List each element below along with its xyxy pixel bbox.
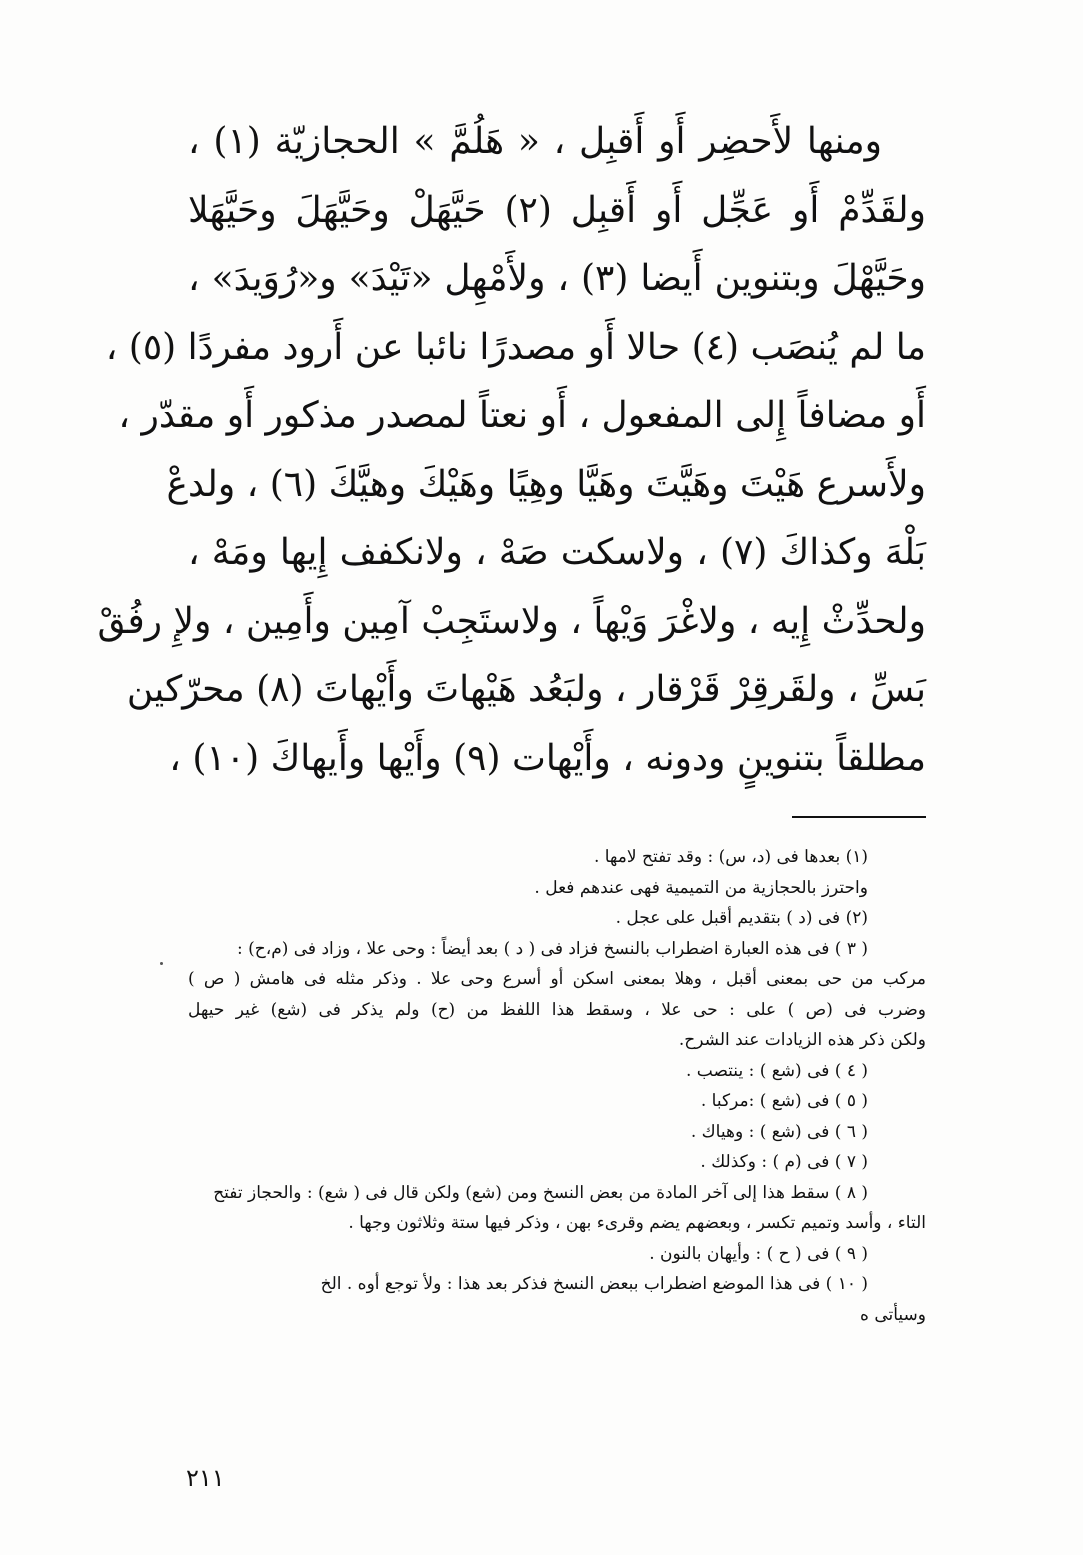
footnote-line: ( ٩ ) فى ( ح ) : وأيهان بالنون . <box>649 1243 868 1264</box>
footnotes-block <box>188 842 926 1330</box>
footnote-line: وسيأتى ه <box>860 1304 926 1325</box>
main-text-line: وحَيَّهْلَ وبتنوين أَيضا (٣) ، ولأَمْهِل «تَيْدَ» و«رُوَيدَ» ، <box>188 258 926 299</box>
main-text-line: بَلْهَ وكذاكَ (٧) ، ولاسكت صَهْ ، ولانكفف إِيها ومَهْ ، <box>188 532 926 573</box>
main-text-line: ومنها لأَحضِر أَو أَقبِل ، « هَلُمَّ » الحجازيّة (١) ، <box>188 121 883 162</box>
footnote-line: ( ٧ ) فى (م ) : وكذلك . <box>700 1152 868 1172</box>
footnote-line: ولكن ذكر هذه الزيادات عند الشرح. <box>678 1030 926 1050</box>
footnote-line: واحترز بالحجازية من التميمية فهى عندهم فعل . <box>534 877 868 898</box>
footnote-line: (٢) فى (د ) بتقديم أقبل على عجل . <box>615 908 868 928</box>
footnote-separator <box>792 816 926 818</box>
main-text-line: ما لم يُنصَب (٤) حالا أَو مصدرًا نائبا عن أَرود مفردًا (٥) ، <box>105 326 926 368</box>
footnote-line: وضرب فى (ص ) على : حى علا ، وسقط هذا اللفظ من (ح) ولم يذكر فى (شع) غير حيهل <box>188 999 926 1020</box>
footnote-line: ( ١٠ ) فى هذا الموضع اضطراب ببعض النسخ فذكر بعد هذا : ولأ توجع أوه . الخ <box>320 1274 868 1294</box>
main-text-line: ولحدِّثْ إِيه ، ولاغْرَ وَيْهاً ، ولاستَجِبْ آمِين وأَمِين ، ولإِ رفُقْ <box>97 600 926 642</box>
footnote-line: ( ٣ ) فى هذه العبارة اضطراب بالنسخ فزاد فى ( د ) بعد أيضاً : وحى علا ، وزاد فى (م،ح) : <box>236 938 868 959</box>
main-text-line: ولقَدِّمْ أَو عَجِّل أَو أَقبِل (٢) حَيَّهَلْ وحَيَّهَلَ وحَيَّهَلا <box>188 189 926 231</box>
main-text-line: أَو مضافاً إِلى المفعول ، أَو نعتاً لمصدر مذكور أَو مقدّر ، <box>118 395 926 436</box>
main-text-line: ولأَسرع هَيْتَ وهَيَّتَ وهَيَّا وهِيًا وهَيْكَ وهيَّكَ (٦) ، ولدعْ <box>166 463 926 505</box>
main-text-block <box>97 108 926 793</box>
footnote-line: ( ٨ ) سقط هذا إلى آخر المادة من بعض النسخ ومن (شع) ولكن قال فى ( شع) : والحجاز تفتح <box>213 1182 868 1203</box>
footnote-line: مركب من حى بمعنى أقبل ، وهلا بمعنى اسكن أو أسرع وحى علا . وذكر مثله فى هامش ( ص ) <box>188 969 926 989</box>
footnote-line: ( ٥ ) فى (شع ) :مركبا . <box>700 1091 868 1111</box>
footnote-line: (١) بعدها فى (د، س) : وقد تفتح لامها . <box>593 847 868 867</box>
footnote-line: ( ٤ ) فى (شع ) : ينتصب . <box>685 1060 868 1081</box>
margin-mark <box>160 962 163 965</box>
main-text-line: بَسِّ ، ولقَرقِرْ قَرْقار ، ولبَعُد هَيْهاتَ وأَيْهاتَ (٨) محرّكين <box>126 669 926 710</box>
footnote-line: ( ٦ ) فى (شع ) : وهياك . <box>690 1121 868 1142</box>
footnote-line: التاء ، وأسد وتميم تكسر ، وبعضهم يضم وقرىء بهن ، وذكر فيها ستة وثلاثون وجها . <box>348 1213 926 1233</box>
page-number: ٢١١ <box>186 1464 225 1492</box>
main-text-line: مطلقاً بتنوينٍ ودونه ، وأَيْهات (٩) وأَيْها وأَيهاكَ (١٠) ، <box>169 737 926 779</box>
